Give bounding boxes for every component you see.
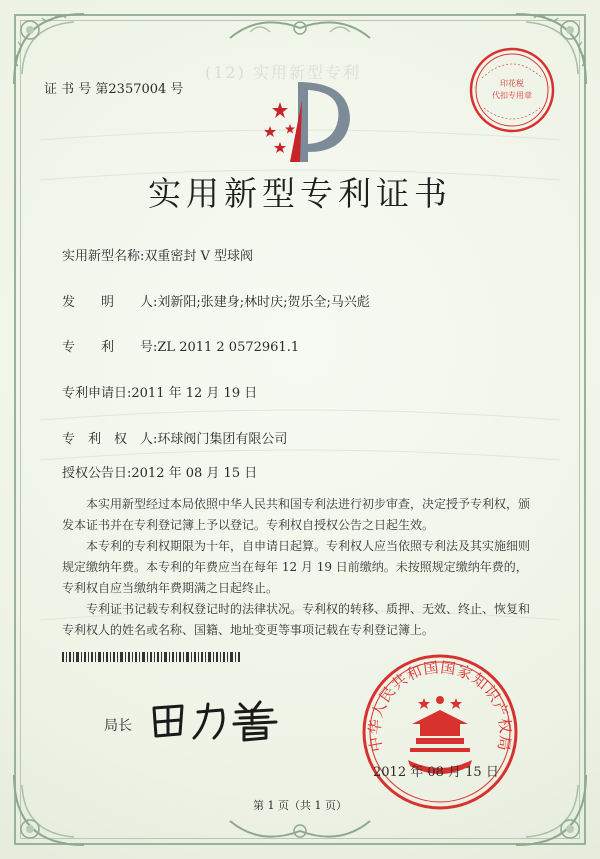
field-value: 2011 年 12 月 19 日 [131, 386, 258, 401]
certificate-body [62, 494, 537, 641]
certificate-number: 证 书 号 第2357004 号 [44, 82, 184, 97]
field-label: 发 明 人: [62, 295, 158, 310]
field-patent-number [62, 336, 299, 355]
paragraph-legal-status: 专利证书记载专利权登记时的法律状况。专利权的转移、质押、无效、终止、恢复和专利权人的姓名或名称、国籍、地址变更等事项记载在专利登记簿上。 [62, 602, 531, 637]
field-grant-date [62, 462, 257, 481]
paragraph-term: 本专利的专利权期限为十年，自申请日起算。专利权人应当依照专利法及其实施细则规定缴纳年费。本专利的年费应当在每年 12 月 19 日前缴纳。未按照规定缴纳年费的，专利权自应当缴纳年费期满之日起终止。 [62, 539, 531, 595]
watermark-text: (12) 实用新型专利 [205, 63, 361, 82]
page-number: 第 1 页（共 1 页） [253, 799, 347, 812]
bottom-ornament-icon [220, 811, 380, 851]
sipo-logo-icon [250, 70, 360, 170]
field-value: 刘新阳;张建身;林时庆;贺乐全;马兴彪 [157, 295, 370, 310]
svg-text:中华人民共和国国家知识产权局: 中华人民共和国国家知识产权局 [365, 658, 515, 754]
barcode-icon [62, 652, 240, 662]
field-value: 双重密封 V 型球阀 [144, 249, 254, 264]
field-label: 授权公告日: [62, 466, 132, 481]
field-utility-model-name [62, 245, 253, 264]
field-inventors [62, 291, 370, 310]
paragraph-grant: 本实用新型经过本局依照中华人民共和国专利法进行初步审查，决定授予专利权，颁发本证书并在专利登记簿上予以登记。专利权自授权公告之日起生效。 [62, 497, 531, 532]
field-value: 环球阀门集团有限公司 [157, 432, 288, 447]
svg-text:印花税: 印花税 [500, 79, 524, 88]
field-label: 专 利 号: [62, 340, 158, 355]
official-seal-icon [360, 652, 520, 812]
certificate-title: 实用新型专利证书 [148, 174, 452, 213]
field-patentee [62, 428, 287, 447]
svg-text:代扣专用章: 代扣专用章 [492, 91, 532, 100]
field-label: 专 利 权 人: [62, 432, 158, 447]
top-ornament-icon [220, 8, 380, 48]
field-value: ZL 2011 2 0572961.1 [157, 340, 300, 355]
field-application-date [62, 382, 257, 401]
field-label: 专利申请日: [62, 386, 132, 401]
field-value: 2012 年 08 月 15 日 [131, 466, 258, 481]
director-label: 局长 [104, 718, 132, 734]
agency-seal-icon [468, 46, 556, 134]
field-label: 实用新型名称: [62, 249, 145, 264]
director-signature-icon [148, 696, 288, 744]
seal-date: 2012 年 08 月 15 日 [373, 765, 499, 780]
